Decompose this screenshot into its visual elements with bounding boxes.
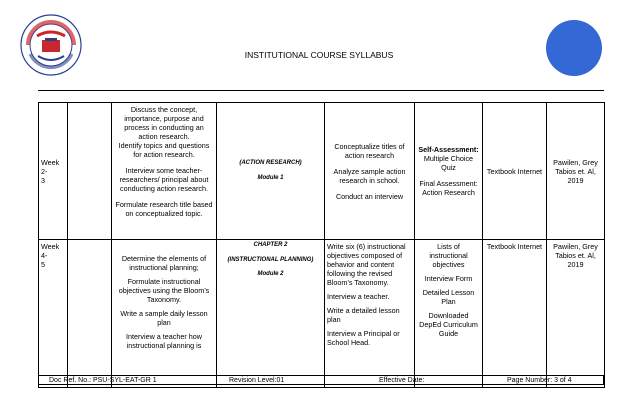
topic-cell: CHAPTER 2 (INSTRUCTIONAL PLANNING) Module 2 xyxy=(217,240,325,388)
topic-cell: (ACTION RESEARCH) Module 1 xyxy=(217,103,325,240)
assessment-cell: Self-Assessment: Multiple Choice Quiz Final Assessment: Action Research xyxy=(415,103,483,240)
effective-date: Effective Date: xyxy=(379,377,425,384)
references-cell: Pawilen, Grey Tabios et. Al, 2019 xyxy=(547,103,605,240)
blue-circle-decoration xyxy=(546,20,602,76)
revision-level: Revision Level:01 xyxy=(229,377,285,384)
doc-ref-number: Doc Ref. No.: PSU-SYL-EAT-GR 1 xyxy=(49,377,157,384)
blank-cell xyxy=(68,240,112,388)
syllabus-table xyxy=(38,102,605,388)
table-row xyxy=(39,240,605,388)
learning-outcomes-cell: Determine the elements of instructional planning; Formulate instructional objectives using the Bloom’s Taxonomy. Write a sample daily lesson plan Interview a teacher how instructional planning is xyxy=(112,240,217,388)
learning-outcomes-cell: Discuss the concept, importance, purpose and process in conducting an action research. Identify topics and questions for action research. Interview some teacher-researchers/ principal about conducting action research. Formulate research title based on conceptualized topic. xyxy=(112,103,217,240)
references-cell: Pawilen, Grey Tabios et. Al, 2019 xyxy=(547,240,605,388)
document-footer xyxy=(38,375,604,385)
page-number: Page Number: 3 of 4 xyxy=(507,377,572,384)
assessment-cell: Lists of instructional objectives Interview Form Detailed Lesson Plan Downloaded DepEd Curriculum Guide xyxy=(415,240,483,388)
week-cell: Week 2- 3 xyxy=(39,103,68,240)
resources-cell: Textbook Internet xyxy=(483,103,547,240)
university-seal-logo xyxy=(20,14,82,76)
resources-cell: Textbook Internet xyxy=(483,240,547,388)
activities-cell: Write six (6) instructional objectives composed of behavior and content following the revised Bloom’s Taxonomy. Interview a teacher. Write a detailed lesson plan Interview a Principal or School Head. xyxy=(325,240,415,388)
page-title: INSTITUTIONAL COURSE SYLLABUS xyxy=(244,50,394,60)
table-row xyxy=(39,103,605,240)
week-cell: Week 4- 5 xyxy=(39,240,68,388)
activities-cell: Conceptualize titles of action research Analyze sample action research in school. Conduct an interview xyxy=(325,103,415,240)
header-divider xyxy=(38,90,604,91)
blank-cell xyxy=(68,103,112,240)
